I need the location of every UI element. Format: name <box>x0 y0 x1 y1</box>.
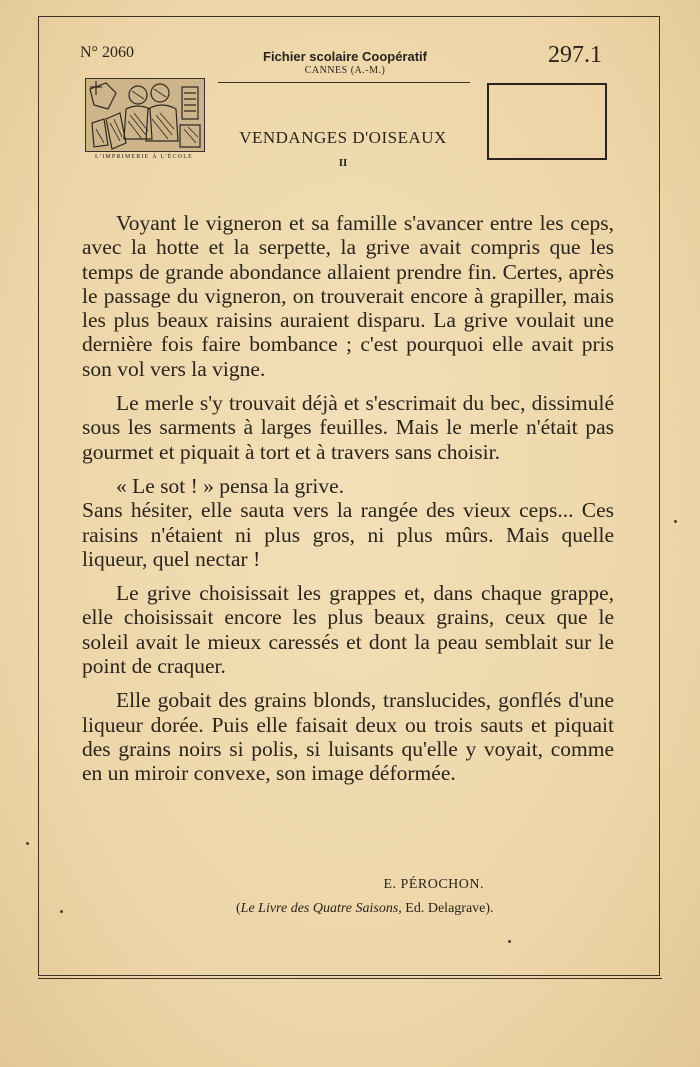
paper-speck <box>60 910 63 913</box>
card-number: N° 2060 <box>80 44 134 61</box>
source-title: Le Livre des Quatre Saisons, <box>240 901 402 916</box>
author-name: E. PÉROCHON. <box>383 877 484 892</box>
paragraph: Le grive choisissait les grappes et, dans chaque grappe, elle choisissait encore les plus beaux grains, ceux que le soleil avait le mieux caressés et dont la peau semblait sur le point de craquer. <box>82 581 614 679</box>
logo-woodcut <box>85 78 205 152</box>
source-citation <box>236 901 596 917</box>
stamp-box <box>487 83 607 160</box>
paragraph: Elle gobait des grains blonds, translucides, gonflés d'une liqueur dorée. Puis elle faisait deux ou trois sauts et piquait des grains noirs si polis, si luisants qu'elle y voyait, comme en un miroir convexe, son image déformée. <box>82 688 614 786</box>
paragraph: Sans hésiter, elle sauta vers la rangée des vieux ceps... Ces raisins n'étaient ni plus gros, ni plus mûrs. Mais quelle liqueur, quel nectar ! <box>82 498 614 571</box>
paragraph: Le merle s'y trouvait déjà et s'escrimait du bec, dissimulé sous les sarments à larges feuilles. Mais le merle n'était pas gourmet et piquait à tort et à travers sans choisir. <box>82 391 614 464</box>
paper-speck <box>674 520 677 523</box>
publisher-name: Fichier scolaire Coopératif <box>263 49 427 64</box>
source-open: ( <box>236 901 241 916</box>
paper-speck <box>26 842 29 845</box>
classification-number: 297.1 <box>548 42 602 68</box>
document-subtitle: II <box>338 157 348 169</box>
publisher-city: CANNES (A.-M.) <box>304 65 386 76</box>
page-frame-bottom-rule <box>38 978 662 979</box>
logo-caption: L'IMPRIMERIE À L'ÉCOLE <box>95 154 193 160</box>
woodcut-illustration-icon <box>86 79 204 151</box>
document-title: VENDANGES D'OISEAUX <box>239 128 447 147</box>
paragraph: Voyant le vigneron et sa famille s'avancer entre les ceps, avec la hotte et la serpette, la grive avait compris que les temps de grande abondance allaient prendre fin. Certes, après le passage du vigneron, on trouverait encore à grapiller, mais les plus beaux raisins auraient disparu. La grive voulait une dernière fois faire bombance ; c'est pourquoi elle avait pris son vol vers la vigne. <box>82 211 614 381</box>
body-text <box>82 211 614 796</box>
header-rule <box>218 82 470 83</box>
paper-speck <box>508 940 511 943</box>
source-publisher: Ed. Delagrave). <box>401 901 494 916</box>
paragraph: « Le sot ! » pensa la grive. <box>116 473 345 498</box>
